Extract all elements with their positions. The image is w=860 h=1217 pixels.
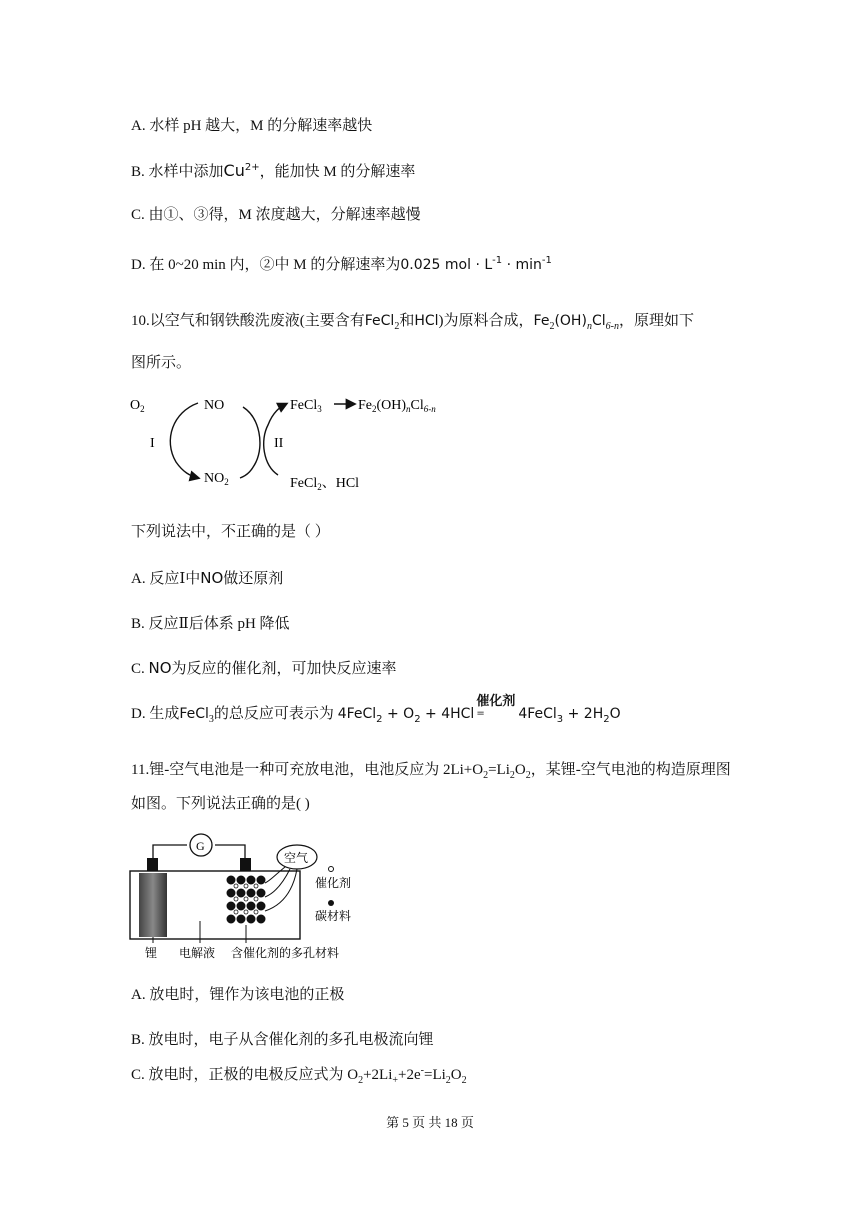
q9-option-d-pre: D. 在 0~20 min 内，②中 M 的分解速率为 <box>131 257 401 273</box>
q10-option-c <box>131 657 397 678</box>
catalyst-legend-icon <box>329 867 334 872</box>
q10-option-c-post: 为反应的催化剂，可加快反应速率 <box>171 661 397 677</box>
electrolyte-label: 电解液 <box>179 946 216 960</box>
q10-stem-and: 和 <box>399 313 415 329</box>
q10-stem-c: ，原理如下 <box>618 313 694 329</box>
q10-stem-a: 10.以空气和钢铁酸洗废液(主要含有 <box>131 313 365 329</box>
q10-option-a-no: NO <box>200 569 224 587</box>
q10-stem-prod-sub2: n <box>586 321 592 332</box>
q11-option-a: A. 放电时，锂作为该电池的正极 <box>131 987 345 1003</box>
q10-stem-prod: Fe <box>533 313 550 329</box>
q9-option-b <box>131 160 415 181</box>
battery-wire-right <box>215 845 245 860</box>
lithium-label: 锂 <box>145 946 158 960</box>
q9-option-d-exp1: -1 <box>492 255 503 266</box>
q9-option-b-post: ，能加快 M 的分解速率 <box>259 164 416 180</box>
q9-option-d <box>131 253 552 274</box>
q9-option-b-ion: Cu <box>223 161 245 180</box>
diagram-no2: $NO_2$ <box>204 471 229 487</box>
q10-option-b: B. 反应Ⅱ后体系 pH 降低 <box>131 616 290 632</box>
q9-option-d-min: · min <box>502 257 542 273</box>
q10-option-d-fecl3: FeCl <box>179 706 209 722</box>
q10-option-d-fecl3-sub: 3 <box>208 714 214 725</box>
q11-option-c: C. 放电时，正极的电极反应式为 $O_2+2Li_++2e^-=Li_2O_2$ <box>131 1065 467 1086</box>
q11-option-b: B. 放电时，电子从含催化剂的多孔电极流向锂 <box>131 1032 434 1048</box>
q9-option-a: A. 水样 pH 越大，M 的分解速率越快 <box>131 118 373 134</box>
q10-option-c-pre: C. <box>131 661 149 677</box>
q10-question: 下列说法中，不正确的是（ ） <box>131 524 330 540</box>
q9-option-b-pre: B. 水样中添加 <box>131 164 224 180</box>
q10-stem-hcl: HCl <box>414 313 439 329</box>
q11-stem-line2: 如图。下列说法正确的是( ) <box>131 796 310 812</box>
q10-stem-fecl2: FeCl <box>364 313 395 329</box>
q11-battery-diagram <box>125 833 365 961</box>
terminal-right <box>240 858 251 871</box>
diagram-o2: $O_2$ <box>130 398 145 414</box>
q9-option-c: C. 由①、③得，M 浓度越大，分解速率越慢 <box>131 207 421 223</box>
diagram-roman-2: II <box>274 436 284 451</box>
diagram-no: NO <box>204 398 225 413</box>
page-footer: 第 5 页 共 18 页 <box>386 1115 474 1130</box>
q10-stem-line2: 图所示。 <box>131 355 192 371</box>
diagram-roman-1: I <box>150 436 155 451</box>
diagram-arrow-cycle1 <box>170 403 198 478</box>
diagram-product: $Fe_2(OH)_nCl_{6-n}$ <box>358 398 436 414</box>
q10-option-d-mid: 的总反应可表示为 <box>213 706 334 722</box>
q10-option-a-pre: A. 反应Ⅰ中 <box>131 571 201 587</box>
q10-option-a-post: 做还原剂 <box>223 571 284 587</box>
q10-stem-prod-sub3: 6-n <box>605 321 619 332</box>
q9-option-d-value: 0.025 mol · L <box>400 257 493 273</box>
q10-stem-fecl2-sub: 2 <box>394 321 400 332</box>
diagram-arc-cycle2 <box>240 407 260 478</box>
q10-stem-prod-cl: Cl <box>591 313 606 329</box>
q10-option-c-no: NO <box>148 659 172 677</box>
diagram-fecl3: FeCl$_3$ <box>290 398 322 414</box>
q9-option-d-exp2: -1 <box>541 255 552 266</box>
q10-option-a <box>131 567 283 588</box>
air-label: 空气 <box>284 851 309 865</box>
q10-stem-prod-sub1: 2 <box>549 321 555 332</box>
battery-wire-left <box>153 845 187 860</box>
diagram-fecl2-hcl: FeCl$_2$、HCl <box>290 476 360 492</box>
q9-option-b-charge: 2+ <box>244 162 260 173</box>
q10-option-d-pre: D. 生成 <box>131 706 180 722</box>
q10-option-d-condition: 催化剂 <box>476 694 516 709</box>
carbon-label: 碳材料 <box>315 909 352 923</box>
q10-option-d-equation: 4FeCl$_2$ + $O_2 + 4HCl$ 催化剂 = 4FeCl$_3$ + $2H_2O$ <box>338 706 621 722</box>
carbon-legend-icon <box>328 900 334 906</box>
q11-stem: 11.锂-空气电池是一种可充放电池，电池反应为 $2Li+O_2=Li_2O_2$，某锂-空气电池的构造原理图 <box>131 762 731 781</box>
galvanometer-label: G <box>196 839 205 853</box>
q10-stem-prod-oh: (OH) <box>554 313 587 329</box>
q10-reaction-diagram <box>128 390 458 495</box>
catalyst-label: 催化剂 <box>315 876 352 890</box>
q10-stem-b: )为原料合成， <box>438 313 534 329</box>
terminal-left <box>147 858 158 871</box>
q10-option-d <box>131 694 621 725</box>
q10-stem <box>131 309 694 332</box>
lithium-electrode <box>139 873 167 937</box>
porous-label: 含催化剂的多孔材料 <box>231 946 340 960</box>
